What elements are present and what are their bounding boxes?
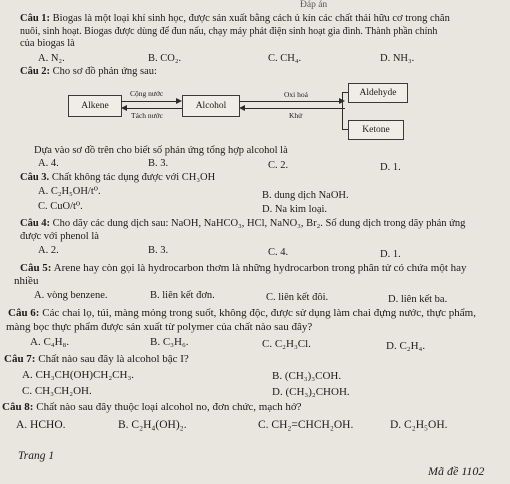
option-a: A. N₂. [38, 53, 65, 64]
option-d: D. NH₃. [380, 53, 415, 64]
option-c: C. CH₂=CHCH₂OH. [258, 419, 354, 431]
aldehyde-box: Aldehyde [348, 83, 408, 103]
bracket-line [342, 92, 348, 93]
question-label: Câu 2: [20, 66, 51, 77]
arrow-line [127, 108, 182, 109]
oxidize-label: Oxi hoá [284, 90, 308, 99]
option-d: D. C₂H₄. [386, 340, 426, 352]
option-d: D. 1. [380, 249, 401, 260]
question-text: nhiều [14, 275, 39, 287]
arrow-head-icon [176, 98, 182, 104]
option-d: D. C₂H₅OH. [390, 419, 448, 431]
question-text: Cho sơ đồ phản ứng sau: [52, 66, 157, 77]
alkene-box: Alkene [68, 95, 122, 117]
option-a: A. 2. [38, 245, 59, 256]
arrow-head-icon [239, 105, 245, 111]
option-b: B. (CH₃)₃COH. [272, 370, 342, 382]
question-text: Biogas là một loại khí sinh học, được sản xuất bằng cách ủ kín các chất thải hữu cơ trong chăn [52, 13, 450, 24]
bracket-line [342, 129, 348, 130]
remove-water-label: Tách nước [131, 111, 163, 120]
question-7 [4, 353, 189, 365]
question-text: của biogas là [20, 38, 75, 49]
question-5 [20, 262, 467, 274]
option-a: A. 4. [38, 158, 59, 169]
question-8 [2, 401, 302, 413]
question-2 [20, 66, 157, 78]
arrow-head-icon [121, 105, 127, 111]
question-text: Chất nào sau đây thuộc loại alcohol no, đơn chức, mạch hở? [36, 401, 302, 413]
option-a: A. C₂H₅OH/t⁰. [38, 186, 101, 197]
option-b: B. CO₂. [148, 53, 182, 64]
option-d: D. liên kết ba. [388, 294, 448, 305]
question-label: Câu 6: [8, 307, 40, 319]
option-a: A. CH₃CH(OH)CH₂CH₃. [22, 369, 135, 381]
option-b: B. dung dịch NaOH. [262, 190, 349, 201]
exam-code: Mã đề 1102 [428, 464, 485, 478]
question-label: Câu 3. [20, 172, 50, 183]
ketone-box: Ketone [348, 120, 404, 140]
question-text: Arene hay còn gọi là hydrocarbon thơm là những hydrocarbon trong phân tử có chứa một hay [53, 262, 467, 274]
option-b: B. liên kết đơn. [150, 290, 215, 301]
question-3 [20, 172, 215, 184]
question-text: Chất không tác dụng được với CH₃OH [51, 172, 216, 183]
question-label: Câu 7: [4, 353, 36, 365]
question-label: Câu 4: [20, 218, 51, 229]
page-number: Trang 1 [18, 450, 55, 462]
question-text: Chất nào sau đây là alcohol bậc I? [38, 353, 189, 365]
reduce-label: Khử [289, 111, 303, 120]
option-d: D. Na kim loại. [262, 204, 328, 215]
question-text: màng bọc thực phẩm được sản xuất từ polymer của chất nào sau đây? [6, 321, 313, 333]
option-a: A. C₄H₈. [30, 336, 70, 348]
option-c: C. 2. [268, 160, 289, 171]
option-b: B. 3. [148, 245, 169, 256]
arrow-line [245, 108, 345, 109]
alcohol-box: Alcohol [182, 95, 240, 117]
option-d: D. (CH₃)₂CHOH. [272, 386, 350, 398]
question-1 [20, 13, 450, 25]
question-text: nuôi, sinh hoạt. Biogas được dùng để đun nấu, chạy máy phát điện sinh hoạt gia đình. Thành phần chính [20, 26, 438, 37]
header-stamp: Đáp án [300, 0, 328, 10]
question-label: Câu 5: [20, 262, 52, 274]
question-text: được với phenol là [20, 231, 99, 242]
option-b: B. C₃H₆. [150, 336, 189, 348]
question-text: Các chai lọ, túi, màng mỏng trong suốt, không độc, được sử dụng làm chai đựng nước, thực phẩm, [42, 307, 476, 319]
question-label: Câu 8: [2, 401, 34, 413]
question-label: Câu 1: [20, 13, 51, 24]
option-b: B. 3. [148, 158, 169, 169]
add-water-label: Cộng nước [130, 89, 164, 98]
question-text: Dựa vào sơ đồ trên cho biết số phản ứng tổng hợp alcohol là [34, 145, 288, 156]
option-c: C. liên kết đôi. [266, 292, 329, 303]
arrow-line [121, 101, 176, 102]
question-text: Cho dãy các dung dịch sau: NaOH, NaHCO₃, HCl, NaNO₃, Br₂. Số dung dịch trong dãy phản ứng [52, 218, 466, 229]
option-a: A. HCHO. [16, 419, 66, 431]
arrow-line [239, 101, 339, 102]
question-6 [8, 307, 476, 319]
option-c: C. CH₄. [268, 53, 302, 64]
option-c: C. CH₃CH₂OH. [22, 385, 92, 397]
bracket-line [342, 92, 343, 130]
option-c: C. CuO/t⁰. [38, 201, 83, 212]
option-d: D. 1. [380, 162, 401, 173]
option-c: C. C₂H₃Cl. [262, 338, 311, 350]
option-c: C. 4. [268, 247, 289, 258]
option-b: B. C₂H₄(OH)₂. [118, 419, 187, 431]
option-a: A. vòng benzene. [34, 290, 108, 301]
question-4 [20, 218, 465, 230]
